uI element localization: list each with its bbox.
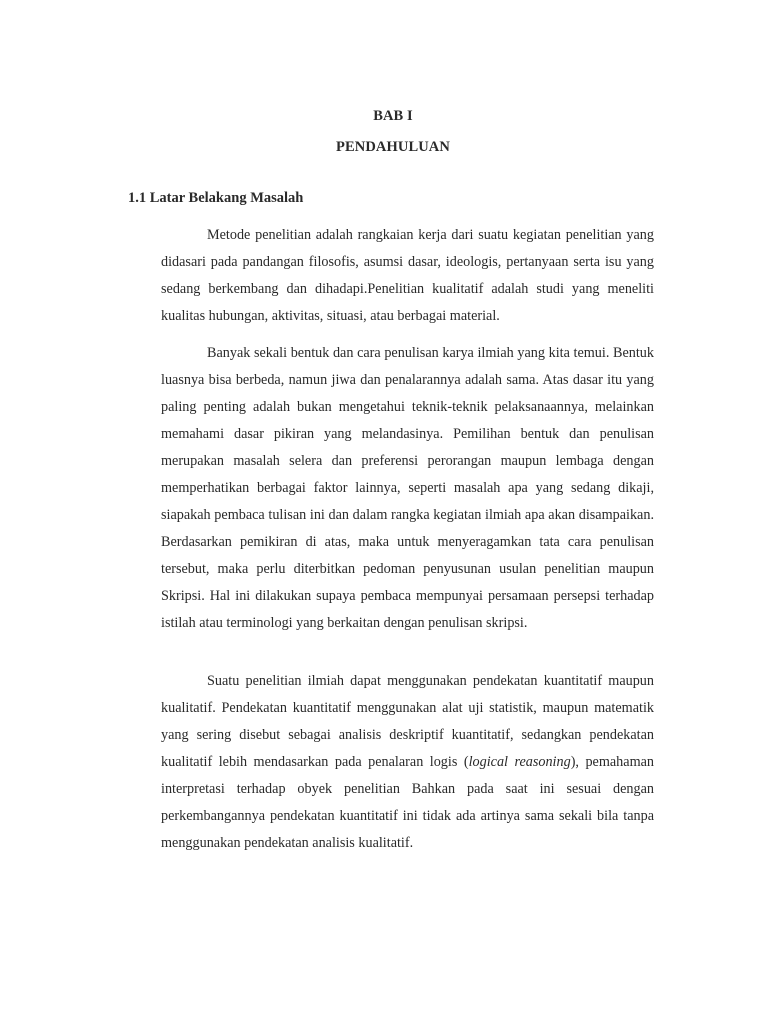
- chapter-title: PENDAHULUAN: [336, 139, 450, 155]
- paragraph-2: [161, 340, 654, 637]
- chapter-number: BAB I: [373, 108, 413, 124]
- paragraph-3-text-before: Suatu penelitian ilmiah dapat menggunakan pendekatan kuantitatif maupun kualitatif. Pendekatan kuantitatif menggunakan alat uji statistik, maupun matematik yang sering disebut sebagai analisis deskriptif kuantitatif, sedangkan pendekatan kualitatif lebih mendasarkan pada penalaran logis (: [161, 673, 654, 770]
- paragraph-2-text: Banyak sekali bentuk dan cara penulisan karya ilmiah yang kita temui. Bentuk luasnya bisa berbeda, namun jiwa dan penalarannya adalah sama. Atas dasar itu yang paling penting adalah bukan mengetahui teknik-teknik pelaksanaannya, melainkan memahami dasar pikiran yang melandasinya. Pemilihan bentuk dan penulisan merupakan masalah selera dan preferensi perorangan maupun lembaga dengan memperhatikan berbagai faktor lainnya, seperti masalah apa yang sedang dikaji, siapakah pembaca tulisan ini dan dalam rangka kegiatan ilmiah apa akan disampaikan. Berdasarkan pemikiran di atas, maka untuk menyeragamkan tata cara penulisan tersebut, maka perlu diterbitkan pedoman penyusunan usulan penelitian maupun Skripsi. Hal ini dilakukan supaya pembaca mempunyai persamaan persepsi terhadap istilah atau terminologi yang berkaitan dengan penulisan skripsi.: [161, 345, 654, 631]
- paragraph-1-text: Metode penelitian adalah rangkaian kerja dari suatu kegiatan penelitian yang didasari pada pandangan filosofis, asumsi dasar, ideologis, pertanyaan serta isu yang sedang berkembang dan dihadapi.Penelitian kualitatif adalah studi yang meneliti kualitas hubungan, aktivitas, situasi, atau berbagai material.: [161, 227, 654, 324]
- section-heading: 1.1 Latar Belakang Masalah: [128, 190, 304, 206]
- paragraph-3-text: [161, 668, 654, 857]
- paragraph-1: [161, 222, 654, 330]
- paragraph-3-text-after: ), pemahaman interpretasi terhadap obyek penelitian Bahkan pada saat ini sesuai dengan perkembangannya pendekatan kuantitatif ini tidak ada artinya sama sekali bila tanpa menggunakan pendekatan analisis kualitatif.: [161, 754, 654, 851]
- paragraph-3: [161, 668, 654, 857]
- paragraph-3-italic-term: logical reasoning: [468, 754, 571, 770]
